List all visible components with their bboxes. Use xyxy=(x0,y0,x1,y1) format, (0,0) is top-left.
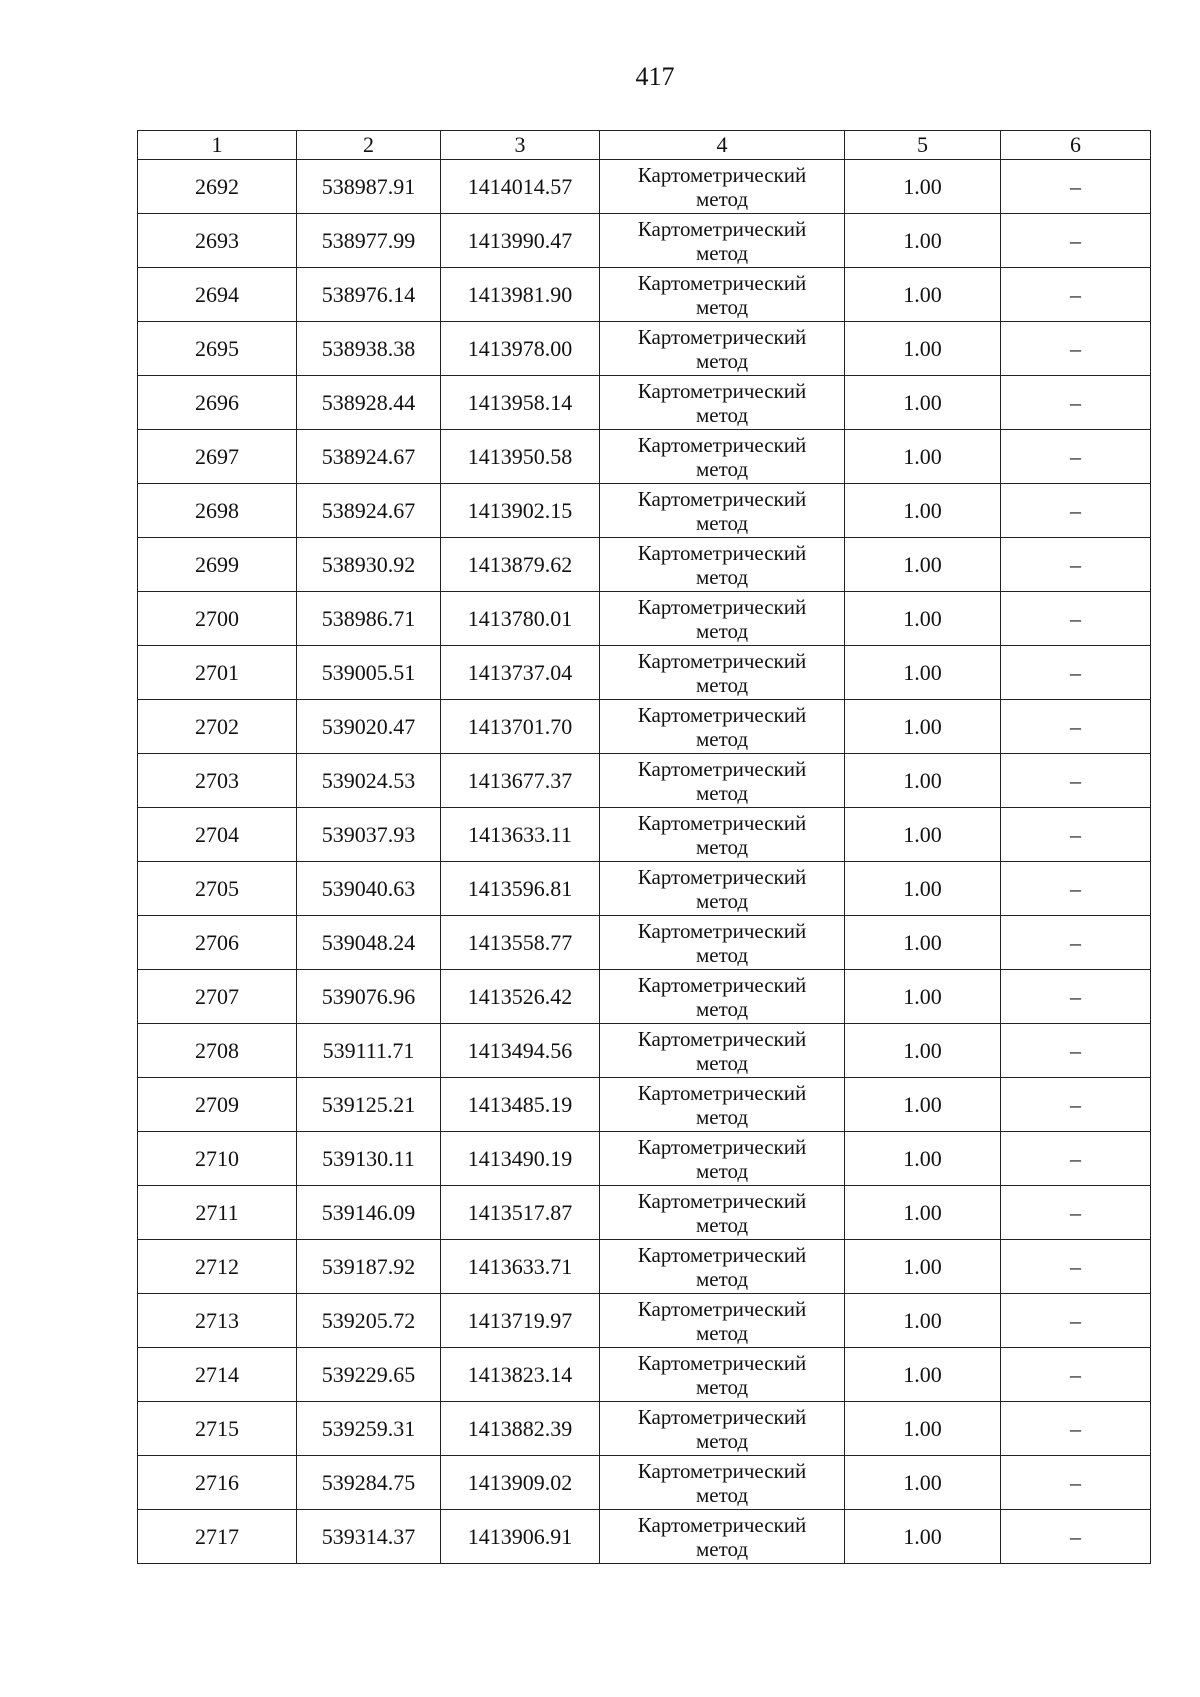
column-header: 2 xyxy=(297,131,441,160)
accuracy-cell: 1.00 xyxy=(845,1024,1001,1078)
accuracy-cell: 1.00 xyxy=(845,214,1001,268)
point-number-cell: 2710 xyxy=(138,1132,297,1186)
accuracy-cell: 1.00 xyxy=(845,160,1001,214)
accuracy-cell: 1.00 xyxy=(845,1348,1001,1402)
method-cell: Картометрический метод xyxy=(600,1348,845,1402)
note-cell: – xyxy=(1001,1186,1151,1240)
point-number-cell: 2717 xyxy=(138,1510,297,1564)
point-number-cell: 2698 xyxy=(138,484,297,538)
note-cell: – xyxy=(1001,808,1151,862)
method-cell: Картометрический метод xyxy=(600,484,845,538)
x-coordinate-cell: 539130.11 xyxy=(297,1132,441,1186)
note-cell: – xyxy=(1001,1402,1151,1456)
x-coordinate-cell: 539205.72 xyxy=(297,1294,441,1348)
x-coordinate-cell: 539076.96 xyxy=(297,970,441,1024)
note-cell: – xyxy=(1001,160,1151,214)
y-coordinate-cell: 1413737.04 xyxy=(441,646,600,700)
table-row xyxy=(138,322,1151,376)
method-cell: Картометрический метод xyxy=(600,160,845,214)
note-cell: – xyxy=(1001,646,1151,700)
note-cell: – xyxy=(1001,1510,1151,1564)
accuracy-cell: 1.00 xyxy=(845,646,1001,700)
x-coordinate-cell: 539229.65 xyxy=(297,1348,441,1402)
table-row xyxy=(138,376,1151,430)
x-coordinate-cell: 538924.67 xyxy=(297,430,441,484)
point-number-cell: 2716 xyxy=(138,1456,297,1510)
accuracy-cell: 1.00 xyxy=(845,700,1001,754)
accuracy-cell: 1.00 xyxy=(845,376,1001,430)
y-coordinate-cell: 1413780.01 xyxy=(441,592,600,646)
point-number-cell: 2704 xyxy=(138,808,297,862)
table-header-row xyxy=(138,131,1151,160)
point-number-cell: 2699 xyxy=(138,538,297,592)
note-cell: – xyxy=(1001,322,1151,376)
method-cell: Картометрический метод xyxy=(600,268,845,322)
x-coordinate-cell: 538977.99 xyxy=(297,214,441,268)
accuracy-cell: 1.00 xyxy=(845,1078,1001,1132)
method-cell: Картометрический метод xyxy=(600,1510,845,1564)
x-coordinate-cell: 539111.71 xyxy=(297,1024,441,1078)
method-cell: Картометрический метод xyxy=(600,754,845,808)
accuracy-cell: 1.00 xyxy=(845,1132,1001,1186)
point-number-cell: 2713 xyxy=(138,1294,297,1348)
accuracy-cell: 1.00 xyxy=(845,268,1001,322)
table-row xyxy=(138,1294,1151,1348)
table-row xyxy=(138,268,1151,322)
method-cell: Картометрический метод xyxy=(600,862,845,916)
x-coordinate-cell: 538986.71 xyxy=(297,592,441,646)
y-coordinate-cell: 1413990.47 xyxy=(441,214,600,268)
y-coordinate-cell: 1414014.57 xyxy=(441,160,600,214)
x-coordinate-cell: 539146.09 xyxy=(297,1186,441,1240)
table-row xyxy=(138,916,1151,970)
method-cell: Картометрический метод xyxy=(600,322,845,376)
table-row xyxy=(138,1456,1151,1510)
accuracy-cell: 1.00 xyxy=(845,430,1001,484)
point-number-cell: 2702 xyxy=(138,700,297,754)
x-coordinate-cell: 539125.21 xyxy=(297,1078,441,1132)
column-header: 6 xyxy=(1001,131,1151,160)
x-coordinate-cell: 539259.31 xyxy=(297,1402,441,1456)
x-coordinate-cell: 538928.44 xyxy=(297,376,441,430)
y-coordinate-cell: 1413906.91 xyxy=(441,1510,600,1564)
x-coordinate-cell: 539284.75 xyxy=(297,1456,441,1510)
accuracy-cell: 1.00 xyxy=(845,592,1001,646)
x-coordinate-cell: 539005.51 xyxy=(297,646,441,700)
y-coordinate-cell: 1413596.81 xyxy=(441,862,600,916)
accuracy-cell: 1.00 xyxy=(845,1456,1001,1510)
note-cell: – xyxy=(1001,1078,1151,1132)
method-cell: Картометрический метод xyxy=(600,430,845,484)
point-number-cell: 2707 xyxy=(138,970,297,1024)
y-coordinate-cell: 1413882.39 xyxy=(441,1402,600,1456)
accuracy-cell: 1.00 xyxy=(845,1510,1001,1564)
accuracy-cell: 1.00 xyxy=(845,484,1001,538)
method-cell: Картометрический метод xyxy=(600,970,845,1024)
y-coordinate-cell: 1413719.97 xyxy=(441,1294,600,1348)
method-cell: Картометрический метод xyxy=(600,376,845,430)
table-row xyxy=(138,592,1151,646)
point-number-cell: 2694 xyxy=(138,268,297,322)
note-cell: – xyxy=(1001,430,1151,484)
method-cell: Картометрический метод xyxy=(600,592,845,646)
accuracy-cell: 1.00 xyxy=(845,322,1001,376)
table-row xyxy=(138,1024,1151,1078)
y-coordinate-cell: 1413950.58 xyxy=(441,430,600,484)
y-coordinate-cell: 1413526.42 xyxy=(441,970,600,1024)
table-row xyxy=(138,484,1151,538)
column-header: 5 xyxy=(845,131,1001,160)
x-coordinate-cell: 539187.92 xyxy=(297,1240,441,1294)
column-header: 3 xyxy=(441,131,600,160)
y-coordinate-cell: 1413558.77 xyxy=(441,916,600,970)
accuracy-cell: 1.00 xyxy=(845,1240,1001,1294)
method-cell: Картометрический метод xyxy=(600,1024,845,1078)
column-header: 1 xyxy=(138,131,297,160)
x-coordinate-cell: 539314.37 xyxy=(297,1510,441,1564)
method-cell: Картометрический метод xyxy=(600,646,845,700)
method-cell: Картометрический метод xyxy=(600,1186,845,1240)
y-coordinate-cell: 1413633.11 xyxy=(441,808,600,862)
y-coordinate-cell: 1413978.00 xyxy=(441,322,600,376)
y-coordinate-cell: 1413485.19 xyxy=(441,1078,600,1132)
point-number-cell: 2709 xyxy=(138,1078,297,1132)
point-number-cell: 2708 xyxy=(138,1024,297,1078)
table-row xyxy=(138,646,1151,700)
note-cell: – xyxy=(1001,754,1151,808)
note-cell: – xyxy=(1001,1024,1151,1078)
point-number-cell: 2714 xyxy=(138,1348,297,1402)
accuracy-cell: 1.00 xyxy=(845,1402,1001,1456)
point-number-cell: 2695 xyxy=(138,322,297,376)
note-cell: – xyxy=(1001,268,1151,322)
note-cell: – xyxy=(1001,592,1151,646)
table-body xyxy=(138,160,1151,1564)
x-coordinate-cell: 538924.67 xyxy=(297,484,441,538)
note-cell: – xyxy=(1001,538,1151,592)
note-cell: – xyxy=(1001,700,1151,754)
table-row xyxy=(138,160,1151,214)
point-number-cell: 2697 xyxy=(138,430,297,484)
table-row xyxy=(138,700,1151,754)
x-coordinate-cell: 539037.93 xyxy=(297,808,441,862)
coordinates-table xyxy=(137,130,1151,1564)
point-number-cell: 2712 xyxy=(138,1240,297,1294)
x-coordinate-cell: 538938.38 xyxy=(297,322,441,376)
x-coordinate-cell: 538930.92 xyxy=(297,538,441,592)
y-coordinate-cell: 1413701.70 xyxy=(441,700,600,754)
note-cell: – xyxy=(1001,214,1151,268)
point-number-cell: 2715 xyxy=(138,1402,297,1456)
accuracy-cell: 1.00 xyxy=(845,754,1001,808)
note-cell: – xyxy=(1001,916,1151,970)
method-cell: Картометрический метод xyxy=(600,214,845,268)
point-number-cell: 2703 xyxy=(138,754,297,808)
method-cell: Картометрический метод xyxy=(600,808,845,862)
table-row xyxy=(138,1402,1151,1456)
point-number-cell: 2705 xyxy=(138,862,297,916)
y-coordinate-cell: 1413823.14 xyxy=(441,1348,600,1402)
note-cell: – xyxy=(1001,1240,1151,1294)
table-row xyxy=(138,808,1151,862)
accuracy-cell: 1.00 xyxy=(845,1186,1001,1240)
table-row xyxy=(138,430,1151,484)
x-coordinate-cell: 539040.63 xyxy=(297,862,441,916)
point-number-cell: 2701 xyxy=(138,646,297,700)
table-row xyxy=(138,1078,1151,1132)
y-coordinate-cell: 1413879.62 xyxy=(441,538,600,592)
table-row xyxy=(138,1510,1151,1564)
note-cell: – xyxy=(1001,1132,1151,1186)
point-number-cell: 2693 xyxy=(138,214,297,268)
table-row xyxy=(138,970,1151,1024)
x-coordinate-cell: 539024.53 xyxy=(297,754,441,808)
x-coordinate-cell: 538976.14 xyxy=(297,268,441,322)
y-coordinate-cell: 1413958.14 xyxy=(441,376,600,430)
method-cell: Картометрический метод xyxy=(600,916,845,970)
table-row xyxy=(138,538,1151,592)
point-number-cell: 2711 xyxy=(138,1186,297,1240)
method-cell: Картометрический метод xyxy=(600,1240,845,1294)
method-cell: Картометрический метод xyxy=(600,1402,845,1456)
y-coordinate-cell: 1413677.37 xyxy=(441,754,600,808)
table-row xyxy=(138,1348,1151,1402)
point-number-cell: 2696 xyxy=(138,376,297,430)
table-row xyxy=(138,754,1151,808)
y-coordinate-cell: 1413981.90 xyxy=(441,268,600,322)
method-cell: Картометрический метод xyxy=(600,1294,845,1348)
point-number-cell: 2692 xyxy=(138,160,297,214)
accuracy-cell: 1.00 xyxy=(845,862,1001,916)
note-cell: – xyxy=(1001,1348,1151,1402)
note-cell: – xyxy=(1001,862,1151,916)
accuracy-cell: 1.00 xyxy=(845,538,1001,592)
accuracy-cell: 1.00 xyxy=(845,808,1001,862)
table-row xyxy=(138,1186,1151,1240)
note-cell: – xyxy=(1001,376,1151,430)
accuracy-cell: 1.00 xyxy=(845,1294,1001,1348)
note-cell: – xyxy=(1001,1456,1151,1510)
x-coordinate-cell: 539048.24 xyxy=(297,916,441,970)
note-cell: – xyxy=(1001,1294,1151,1348)
method-cell: Картометрический метод xyxy=(600,1132,845,1186)
note-cell: – xyxy=(1001,970,1151,1024)
point-number-cell: 2700 xyxy=(138,592,297,646)
table-row xyxy=(138,862,1151,916)
note-cell: – xyxy=(1001,484,1151,538)
table-row xyxy=(138,1240,1151,1294)
table-row xyxy=(138,214,1151,268)
page-number: 417 xyxy=(635,62,675,91)
accuracy-cell: 1.00 xyxy=(845,916,1001,970)
x-coordinate-cell: 538987.91 xyxy=(297,160,441,214)
column-header: 4 xyxy=(600,131,845,160)
x-coordinate-cell: 539020.47 xyxy=(297,700,441,754)
method-cell: Картометрический метод xyxy=(600,1078,845,1132)
method-cell: Картометрический метод xyxy=(600,1456,845,1510)
y-coordinate-cell: 1413517.87 xyxy=(441,1186,600,1240)
y-coordinate-cell: 1413490.19 xyxy=(441,1132,600,1186)
y-coordinate-cell: 1413902.15 xyxy=(441,484,600,538)
y-coordinate-cell: 1413494.56 xyxy=(441,1024,600,1078)
accuracy-cell: 1.00 xyxy=(845,970,1001,1024)
point-number-cell: 2706 xyxy=(138,916,297,970)
method-cell: Картометрический метод xyxy=(600,538,845,592)
method-cell: Картометрический метод xyxy=(600,700,845,754)
y-coordinate-cell: 1413909.02 xyxy=(441,1456,600,1510)
table-row xyxy=(138,1132,1151,1186)
y-coordinate-cell: 1413633.71 xyxy=(441,1240,600,1294)
